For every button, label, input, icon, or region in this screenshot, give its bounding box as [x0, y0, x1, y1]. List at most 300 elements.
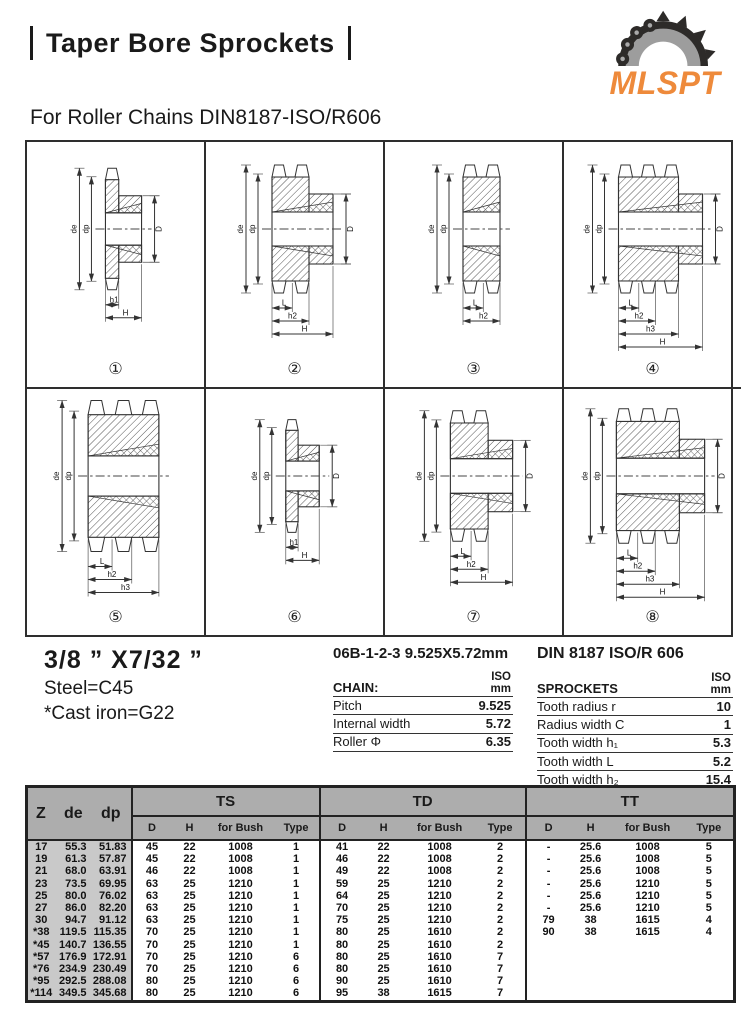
cell: [571, 975, 611, 987]
cell: 1210: [635, 889, 660, 902]
svg-text:dp: dp: [594, 224, 604, 234]
table-row: [27, 987, 735, 1001]
cell: 1210: [228, 975, 253, 988]
svg-text:h3: h3: [645, 574, 655, 584]
sprocket-drawing: [385, 394, 562, 606]
svg-text:H: H: [480, 572, 487, 582]
cell: 17: [27, 840, 55, 853]
spec-label: Tooth width h₁: [537, 735, 618, 751]
cell: 46: [320, 853, 364, 865]
cell: [526, 939, 571, 951]
svg-text:L: L: [460, 546, 465, 556]
cell: 1210: [427, 902, 452, 915]
cell: 136.55: [91, 939, 132, 951]
sprocket-drawing: [564, 394, 741, 606]
cell: 5: [705, 853, 712, 866]
cell: 30: [27, 914, 55, 926]
drawing-number: ⑧: [645, 609, 660, 626]
chain-unit: [491, 671, 511, 695]
cell: 2: [497, 853, 504, 866]
cell: 80: [132, 975, 172, 987]
spec-value: 9.525: [478, 697, 511, 713]
drawing-number: ⑥: [287, 609, 302, 626]
cell: 1210: [427, 877, 452, 890]
drawing-cell-5: [27, 389, 206, 636]
cell: 22: [183, 841, 196, 853]
cell: 63: [132, 902, 172, 914]
cell: 70: [132, 926, 172, 938]
cell: [611, 963, 685, 975]
cell: 63: [132, 890, 172, 902]
cell: *95: [27, 975, 55, 987]
cell: 25.6: [579, 853, 602, 866]
cell: 2: [497, 841, 504, 853]
cell: 1210: [228, 938, 253, 951]
cell: 70: [132, 951, 172, 963]
material-note-steel: Steel=C45: [44, 678, 134, 699]
cell: 25.6: [579, 877, 602, 890]
sub-header: H: [571, 816, 611, 840]
cell: 1008: [228, 853, 253, 866]
sprocket-drawing: [206, 394, 383, 606]
sub-header: for Bush: [208, 816, 274, 840]
sub-header: D: [320, 816, 364, 840]
cell: 1210: [228, 914, 253, 927]
cell: 230.49: [91, 963, 132, 975]
svg-text:H: H: [659, 587, 666, 597]
sub-header: Type: [476, 816, 526, 840]
cell: 1008: [635, 853, 660, 866]
main-table: [25, 785, 736, 1003]
cell: 46: [132, 865, 172, 877]
spec-row: [537, 716, 733, 734]
svg-text:L: L: [99, 556, 105, 566]
cell: [526, 951, 571, 963]
cell: 7: [497, 950, 504, 963]
cell: 59: [320, 878, 364, 890]
cell: 1008: [427, 853, 452, 866]
cell: 1008: [427, 841, 452, 853]
cell: [571, 963, 611, 975]
spec-label: Tooth radius r: [537, 698, 616, 714]
cell: 1: [292, 902, 300, 915]
svg-text:de: de: [580, 471, 590, 480]
cell: 1: [292, 938, 300, 951]
cell: 1210: [228, 889, 253, 902]
cell: 95: [320, 987, 364, 1001]
cell: 90: [526, 926, 571, 938]
svg-text:de: de: [52, 471, 62, 480]
svg-text:H: H: [301, 324, 308, 334]
chain-spec-table: [333, 671, 513, 752]
cell: [526, 975, 571, 987]
svg-text:de: de: [582, 224, 592, 234]
svg-text:h3: h3: [121, 582, 130, 592]
cell: [526, 987, 571, 1001]
svg-text:L: L: [628, 298, 633, 308]
cell: 7: [497, 963, 504, 976]
cell: 5: [705, 877, 712, 890]
cell: 1210: [228, 926, 253, 939]
cell: 7: [497, 975, 504, 988]
spec-label: Tooth width h₂: [537, 771, 619, 787]
drawing-cell-7: [385, 389, 564, 636]
cell: *57: [27, 951, 55, 963]
subtitle: For Roller Chains DIN8187-ISO/R606: [30, 106, 382, 129]
header-z-de-dp: Z de dp: [27, 787, 132, 841]
cell: 1210: [635, 877, 660, 890]
svg-text:H: H: [122, 308, 129, 318]
page-title: Taper Bore Sprockets: [46, 27, 335, 58]
din-unit: [711, 672, 731, 696]
din-spec-header-label: SPROCKETS: [537, 681, 618, 697]
din-spec-block: [537, 645, 733, 808]
svg-text:h2: h2: [633, 561, 643, 571]
title-row: [30, 26, 351, 60]
spec-value: 10: [716, 698, 731, 714]
spec-value: 1: [723, 716, 731, 732]
cell: 176.9: [55, 951, 91, 963]
svg-text:dp: dp: [248, 224, 257, 234]
cell: 6: [292, 987, 300, 1000]
svg-text:H: H: [301, 550, 308, 560]
drawing-number: ②: [287, 360, 302, 378]
drawing-number: ⑦: [466, 609, 481, 626]
cell: [571, 951, 611, 963]
sprocket-chain-logo-icon: [609, 8, 721, 66]
cell: 5: [705, 889, 712, 902]
sprocket-drawing: [27, 394, 204, 606]
svg-text:dp: dp: [592, 471, 602, 480]
drawing-number: ③: [466, 360, 481, 378]
cell: 76.02: [91, 890, 132, 902]
cell: 25: [27, 890, 55, 902]
cell: 25: [377, 889, 390, 902]
cell: 1210: [635, 902, 660, 915]
cell: 4: [705, 926, 712, 939]
svg-text:L: L: [472, 298, 478, 308]
cell: 2: [497, 889, 504, 902]
svg-text:h3: h3: [646, 324, 655, 334]
cell: [571, 939, 611, 951]
table-row: [27, 840, 735, 853]
cell: 4: [705, 914, 712, 927]
cell: 2: [497, 877, 504, 890]
cell: 41: [320, 840, 364, 853]
cell: 25: [183, 938, 196, 951]
cell: 2: [497, 914, 504, 927]
cell: 80: [320, 926, 364, 938]
table-row: [27, 902, 735, 914]
cell: [685, 963, 735, 975]
cell: 22: [183, 853, 196, 866]
spec-value: 5.3: [712, 735, 731, 751]
cell: 22: [377, 841, 390, 853]
cell: -: [526, 853, 571, 865]
cell: 25: [377, 926, 390, 939]
cell: 51.83: [91, 840, 132, 853]
cell: 1210: [427, 889, 452, 902]
drawing-cell-8: [564, 389, 741, 636]
cell: 45: [132, 853, 172, 865]
spec-value: 15.4: [705, 771, 731, 787]
brand-logo: [590, 8, 740, 99]
drawing-cell-6: [206, 389, 385, 636]
cell: 1: [292, 877, 300, 890]
svg-text:de: de: [236, 224, 245, 234]
cell: 79: [526, 914, 571, 926]
cell: -: [526, 890, 571, 902]
svg-text:de: de: [427, 224, 436, 234]
cell: 1615: [427, 987, 452, 1000]
spec-row: [537, 735, 733, 753]
drawing-grid: [25, 140, 733, 637]
cell: 349.5: [55, 987, 91, 1001]
svg-text:h2: h2: [107, 569, 117, 579]
cell: 1: [292, 853, 300, 866]
cell: 288.08: [91, 975, 132, 987]
group-header-td: TD: [320, 787, 526, 817]
sprocket-drawing: [385, 147, 562, 359]
cell: 2: [497, 865, 504, 878]
svg-text:D: D: [717, 472, 727, 479]
cell: 57.87: [91, 853, 132, 865]
drawing-cell-3: [385, 142, 564, 389]
table-row: [27, 878, 735, 890]
table-row: [27, 951, 735, 963]
cell: *38: [27, 926, 55, 938]
cell: [611, 951, 685, 963]
cell: -: [526, 865, 571, 877]
spec-label: Pitch: [333, 697, 362, 713]
spec-row: [333, 697, 513, 715]
cell: 23: [27, 878, 55, 890]
cell: 1008: [635, 841, 660, 853]
table-row: [27, 963, 735, 975]
cell: 1008: [228, 841, 253, 853]
svg-text:de: de: [69, 224, 79, 234]
svg-text:h1: h1: [109, 295, 119, 305]
cell: 70: [320, 902, 364, 914]
cell: 21: [27, 865, 55, 877]
size-block: [44, 646, 203, 725]
cell: 234.9: [55, 963, 91, 975]
spec-row: [537, 698, 733, 716]
cell: -: [526, 878, 571, 890]
cell: 91.12: [91, 914, 132, 926]
cell: 25: [183, 914, 196, 927]
cell: 25.6: [579, 889, 602, 902]
spec-label: Tooth width L: [537, 753, 614, 769]
cell: 38: [584, 914, 597, 927]
cell: 68.0: [55, 865, 91, 877]
unit-mm: mm: [710, 684, 731, 697]
sprocket-drawing: [206, 147, 383, 359]
cell: 80: [320, 951, 364, 963]
drawing-cell-4: [564, 142, 741, 389]
cell: 25: [377, 914, 390, 927]
sprocket-drawing: [27, 147, 204, 359]
cell: 73.5: [55, 878, 91, 890]
cell: 27: [27, 902, 55, 914]
cell: 82.20: [91, 902, 132, 914]
cell: 1210: [228, 902, 253, 915]
cell: 25.6: [579, 841, 602, 853]
sprocket-drawing: [564, 147, 741, 359]
cell: 25: [377, 938, 390, 951]
drawing-number: ④: [645, 360, 660, 378]
sub-header: for Bush: [611, 816, 685, 840]
chain-spec-title: 06B-1-2-3 9.525X5.72mm: [333, 645, 509, 662]
cell: 38: [377, 987, 390, 1000]
cell: *45: [27, 939, 55, 951]
cell: 22: [183, 865, 196, 878]
table-header: [27, 787, 735, 841]
size-label: 3/8 ” X7/32 ”: [44, 646, 203, 674]
cell: [685, 951, 735, 963]
spec-row: [537, 753, 733, 771]
cell: 1210: [228, 963, 253, 976]
cell: 94.7: [55, 914, 91, 926]
spec-value: 5.72: [485, 715, 511, 731]
table-row: [27, 853, 735, 865]
unit-iso: ISO: [711, 672, 731, 684]
cell: 25: [183, 963, 196, 976]
cell: 2: [497, 902, 504, 915]
cell: [611, 939, 685, 951]
svg-text:D: D: [715, 226, 725, 232]
cell: 1610: [427, 950, 452, 963]
cell: 6: [292, 950, 300, 963]
svg-text:h1: h1: [289, 537, 299, 547]
chain-spec-header: [333, 671, 513, 697]
cell: 25: [183, 889, 196, 902]
drawing-number: ⑤: [108, 609, 123, 626]
cell: 19: [27, 853, 55, 865]
drawing-cell-2: [206, 142, 385, 389]
spec-row: [333, 715, 513, 733]
title-bar-left: [30, 26, 33, 60]
cell: 25.6: [579, 865, 602, 878]
brand-logo-text: MLSPT: [609, 65, 721, 101]
cell: 70: [132, 939, 172, 951]
svg-text:D: D: [332, 472, 342, 479]
cell: 5: [705, 902, 712, 915]
sub-header: D: [526, 816, 571, 840]
group-header-ts: TS: [132, 787, 320, 817]
cell: -: [526, 902, 571, 914]
spec-label: Internal width: [333, 715, 411, 731]
group-header-tt: TT: [526, 787, 735, 817]
cell: 25: [377, 877, 390, 890]
cell: 63: [132, 914, 172, 926]
sub-header: D: [132, 816, 172, 840]
cell: 1008: [228, 865, 253, 878]
cell: 38: [584, 926, 597, 939]
cell: 172.91: [91, 951, 132, 963]
spec-label: Radius width C: [537, 716, 625, 732]
cell: 25: [183, 987, 196, 1000]
cell: 25: [377, 902, 390, 915]
svg-text:h2: h2: [466, 559, 476, 569]
cell: 25.6: [579, 902, 602, 915]
svg-text:h2: h2: [288, 311, 297, 321]
cell: 1610: [427, 926, 452, 939]
cell: 6: [292, 975, 300, 988]
cell: 90: [320, 975, 364, 987]
drawing-number: ①: [108, 360, 123, 378]
cell: 1: [292, 889, 300, 902]
spec-value: 5.2: [712, 753, 731, 769]
table-row: [27, 890, 735, 902]
svg-text:dp: dp: [64, 471, 74, 480]
cell: 25: [377, 950, 390, 963]
cell: 86.0: [55, 902, 91, 914]
cell: -: [526, 840, 571, 853]
din-spec-header: [537, 672, 733, 698]
cell: *76: [27, 963, 55, 975]
sub-header: for Bush: [404, 816, 476, 840]
table-row: [27, 865, 735, 877]
cell: 1610: [427, 938, 452, 951]
cell: *114: [27, 987, 55, 1001]
svg-text:de: de: [414, 471, 424, 480]
din-spec-title: DIN 8187 ISO/R 606: [537, 645, 684, 662]
cell: 80: [132, 987, 172, 1001]
cell: 25: [183, 877, 196, 890]
cell: 1615: [635, 914, 660, 927]
svg-text:h2: h2: [479, 311, 488, 321]
cell: 1610: [427, 963, 452, 976]
cell: 1210: [228, 877, 253, 890]
cell: 61.3: [55, 853, 91, 865]
cell: 292.5: [55, 975, 91, 987]
svg-text:D: D: [154, 226, 164, 232]
cell: 70: [132, 963, 172, 975]
cell: 5: [705, 841, 712, 853]
sub-header: Type: [685, 816, 735, 840]
spec-row: [333, 734, 513, 752]
cell: 7: [497, 987, 504, 1000]
cell: [685, 987, 735, 1001]
svg-text:dp: dp: [81, 224, 91, 234]
cell: [611, 987, 685, 1001]
cell: 2: [497, 926, 504, 939]
table-row: [27, 975, 735, 987]
cell: 2: [497, 938, 504, 951]
cell: 5: [705, 865, 712, 878]
cell: 1008: [635, 865, 660, 878]
cell: [571, 987, 611, 1001]
svg-text:h2: h2: [634, 311, 644, 321]
cell: 63: [132, 878, 172, 890]
cell: 345.68: [91, 987, 132, 1001]
table-row: [27, 926, 735, 938]
svg-text:de: de: [249, 471, 259, 480]
cell: [526, 963, 571, 975]
material-note-cast-iron: *Cast iron=G22: [44, 703, 175, 724]
spec-label: Roller Φ: [333, 734, 381, 750]
cell: 49: [320, 865, 364, 877]
table-row: [27, 939, 735, 951]
table-body: [27, 840, 735, 1001]
sub-header: H: [364, 816, 404, 840]
svg-text:L: L: [281, 298, 287, 308]
sub-header: H: [172, 816, 208, 840]
chain-spec-block: [333, 645, 513, 752]
cell: 64: [320, 890, 364, 902]
cell: 25: [183, 975, 196, 988]
